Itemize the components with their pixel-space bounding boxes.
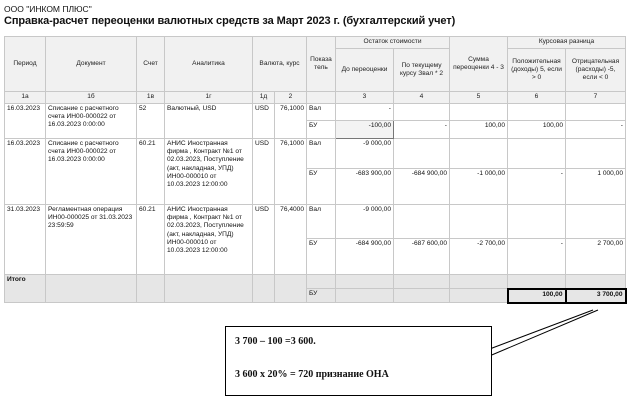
header-analytics: Аналитика	[165, 37, 253, 92]
table-row	[5, 205, 626, 239]
cell-indicator: БУ	[307, 121, 336, 139]
colnum: 1г	[165, 92, 253, 104]
callout-line-1: 3 700 – 100 =3 600.	[235, 336, 316, 347]
cell-period: 16.03.2023	[5, 139, 46, 205]
colnum: 4	[394, 92, 450, 104]
colnum: 1д	[253, 92, 275, 104]
total-label: Итого	[5, 275, 46, 303]
header-current-rate: По текущему курсу Звал * 2	[394, 49, 450, 92]
total-empty	[508, 275, 566, 289]
cell-currency: USD	[253, 104, 275, 139]
table-row	[5, 139, 626, 169]
cell-before: -684 900,00	[336, 239, 394, 275]
total-indicator: БУ	[307, 289, 336, 303]
column-numbers-row	[5, 92, 626, 104]
total-empty	[336, 275, 394, 289]
calculation-callout	[225, 326, 492, 396]
cell-negative: 1 000,00	[566, 169, 626, 205]
cell-currency: USD	[253, 139, 275, 205]
cell-document: Регламентная операция ИН00-000025 от 31.03.2023 23:59:59	[46, 205, 137, 275]
cell-indicator: Вал	[307, 139, 336, 169]
cell-positive: -	[508, 169, 566, 205]
revaluation-table	[4, 36, 627, 304]
cell-analytics: АНИС Иностранная фирма , Контракт №1 от 02.03.2023, Поступление (акт, накладная, УПД) ИН00-000010 от 10.03.2023 12:00:00	[165, 205, 253, 275]
cell-reval: -2 700,00	[450, 239, 508, 275]
header-account: Счет	[137, 37, 165, 92]
cell-indicator: Вал	[307, 205, 336, 239]
total-positive: 100,00	[508, 289, 566, 303]
cell-current: -687 600,00	[394, 239, 450, 275]
cell-reval	[450, 139, 508, 169]
cell-analytics: АНИС Иностранная фирма , Контракт №1 от 02.03.2023, Поступление (акт, накладная, УПД) ИН00-000010 от 10.03.2023 12:00:00	[165, 139, 253, 205]
colnum: 6	[508, 92, 566, 104]
cell-account: 60.21	[137, 139, 165, 205]
header-currency-rate: Валюта, курс	[253, 37, 307, 92]
cell-analytics: Валютный, USD	[165, 104, 253, 139]
total-empty	[394, 275, 450, 289]
cell-before: -9 000,00	[336, 205, 394, 239]
cell-negative: -	[566, 121, 626, 139]
total-empty	[450, 289, 508, 303]
cell-rate: 76,4000	[275, 205, 307, 275]
callout-arrow-line-upper	[487, 310, 593, 350]
cell-positive: -	[508, 239, 566, 275]
header-negative: Отрицательная (расходы) -5, если < 0	[566, 49, 626, 92]
cell-positive	[508, 139, 566, 169]
total-empty	[450, 275, 508, 289]
cell-before: -9 000,00	[336, 139, 394, 169]
colnum: 5	[450, 92, 508, 104]
total-empty	[307, 275, 336, 289]
cell-period: 31.03.2023	[5, 205, 46, 275]
cell-negative	[566, 104, 626, 121]
colnum: 2	[275, 92, 307, 104]
total-empty	[336, 289, 394, 303]
header-diff-group: Курсовая разница	[508, 37, 626, 49]
cell-indicator: БУ	[307, 169, 336, 205]
colnum: 7	[566, 92, 626, 104]
cell-account: 60.21	[137, 205, 165, 275]
cell-negative	[566, 139, 626, 169]
cell-before: -	[336, 104, 394, 121]
cell-before: -683 900,00	[336, 169, 394, 205]
cell-reval: 100,00	[450, 121, 508, 139]
cell-negative	[566, 205, 626, 239]
header-balance-group: Остаток стоимости	[336, 37, 450, 49]
total-empty	[566, 275, 626, 289]
cell-current: -684 900,00	[394, 169, 450, 205]
cell-indicator: БУ	[307, 239, 336, 275]
total-negative: 3 700,00	[566, 289, 626, 303]
cell-indicator: Вал	[307, 104, 336, 121]
cell-positive	[508, 104, 566, 121]
header-indicator: Показа тель	[307, 37, 336, 92]
cell-current	[394, 104, 450, 121]
cell-positive: 100,00	[508, 121, 566, 139]
total-empty	[275, 275, 307, 303]
cell-currency: USD	[253, 205, 275, 275]
cell-rate: 76,1000	[275, 104, 307, 139]
total-empty	[46, 275, 137, 303]
organization-name: ООО "ИНКОМ ПЛЮС"	[4, 4, 92, 14]
colnum: 3	[336, 92, 394, 104]
cell-current: -	[394, 121, 450, 139]
colnum	[307, 92, 336, 104]
callout-arrow-line-lower	[487, 310, 598, 357]
cell-negative: 2 700,00	[566, 239, 626, 275]
cell-reval	[450, 205, 508, 239]
cell-document: Списание с расчетного счета ИН00-000022 от 16.03.2023 0:00:00	[46, 104, 137, 139]
cell-account: 52	[137, 104, 165, 139]
cell-positive	[508, 205, 566, 239]
callout-line-2: 3 600 х 20% = 720 признание ОНА	[235, 369, 389, 380]
colnum: 1а	[5, 92, 46, 104]
total-empty	[253, 275, 275, 303]
colnum: 1б	[46, 92, 137, 104]
header-before-reval: До переоценки	[336, 49, 394, 92]
cell-rate: 76,1000	[275, 139, 307, 205]
colnum: 1в	[137, 92, 165, 104]
header-period: Период	[5, 37, 46, 92]
cell-current	[394, 205, 450, 239]
cell-reval	[450, 104, 508, 121]
table-row	[5, 104, 626, 121]
header-reval-sum: Сумма переоценки 4 - 3	[450, 37, 508, 92]
cell-current	[394, 139, 450, 169]
header-row-top	[5, 37, 626, 49]
report-title: Справка-расчет переоценки валютных средств за Март 2023 г. (бухгалтерский учет)	[4, 15, 456, 27]
cell-document: Списание с расчетного счета ИН00-000022 от 16.03.2023 0:00:00	[46, 139, 137, 205]
cell-reval: -1 000,00	[450, 169, 508, 205]
header-document: Документ	[46, 37, 137, 92]
cell-period: 16.03.2023	[5, 104, 46, 139]
total-empty	[394, 289, 450, 303]
cell-before-selected[interactable]: -100,00	[336, 121, 394, 139]
total-row	[5, 275, 626, 289]
total-empty	[137, 275, 165, 303]
header-positive: Положительная (доходы) 5, если > 0	[508, 49, 566, 92]
total-empty	[165, 275, 253, 303]
